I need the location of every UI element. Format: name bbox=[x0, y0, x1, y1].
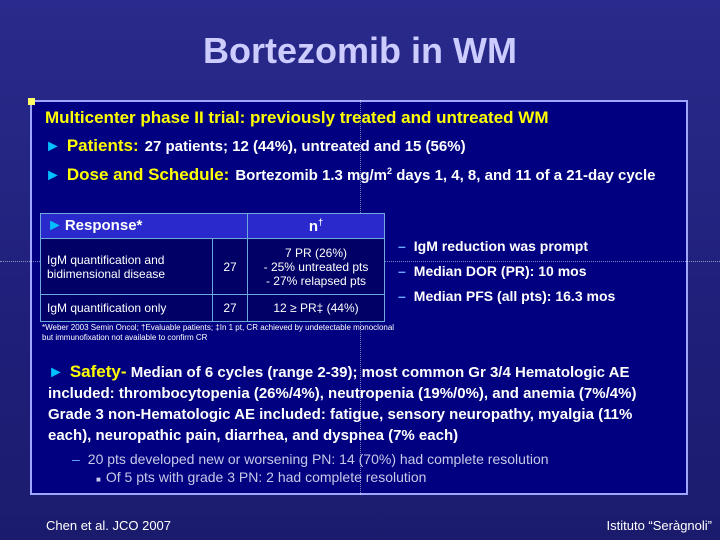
list-item bbox=[398, 234, 615, 259]
dose-label: Dose and Schedule: bbox=[66, 165, 230, 184]
row-result bbox=[248, 239, 385, 295]
response-table bbox=[40, 213, 385, 322]
response-header-label: Response* bbox=[64, 217, 143, 234]
dash-bullet-icon: – bbox=[398, 263, 406, 279]
pn-line bbox=[72, 451, 549, 467]
dose-line bbox=[45, 165, 656, 185]
citation-left: Chen et al. JCO 2007 bbox=[46, 518, 172, 533]
result-main: 7 PR (26%) bbox=[284, 245, 348, 260]
dash-bullet-icon: – bbox=[398, 288, 406, 304]
row-result: 12 ≥ PR‡ (44%) bbox=[248, 295, 385, 322]
dose-text: Bortezomib 1.3 mg/m bbox=[235, 167, 388, 184]
findings-list bbox=[398, 234, 615, 309]
table-header-response bbox=[41, 214, 248, 239]
patients-line bbox=[45, 136, 466, 156]
pn-sub-text: Of 5 pts with grade 3 PN: 2 had complete resolution bbox=[105, 469, 427, 485]
list-item bbox=[398, 284, 615, 309]
finding-text: Median PFS (all pts): 16.3 mos bbox=[413, 288, 616, 304]
finding-text: Median DOR (PR): 10 mos bbox=[413, 263, 587, 279]
result-sub: - 25% untreated pts bbox=[263, 259, 369, 274]
dash-bullet-icon: – bbox=[398, 238, 406, 254]
square-bullet-icon bbox=[28, 98, 35, 105]
table-row bbox=[41, 239, 385, 295]
safety-text: Median of 6 cycles (range 2-39); most common Gr 3/4 Hematologic AE included: thrombocytopenia (26%/4%), neutropenia (19%/0%), and anemia (7%/4%) Grade 3 non-Hematologic AE included: fatigue, sensory neuropathy, myalgia (11% each), neuropathic pain, diarrhea, and dyspnea (7% each) bbox=[48, 364, 637, 444]
table-row bbox=[41, 295, 385, 322]
patients-text: 27 patients; 12 (44%), untreated and 15 (56%) bbox=[144, 138, 466, 155]
box-heading: Multicenter phase II trial: previously treated and untreated WM bbox=[45, 108, 549, 127]
row-label: IgM quantification only bbox=[41, 295, 213, 322]
row-n: 27 bbox=[213, 239, 248, 295]
slide-title: Bortezomib in WM bbox=[203, 30, 517, 71]
arrow-bullet-icon: ► bbox=[45, 167, 61, 184]
arrow-bullet-icon: ► bbox=[45, 138, 61, 155]
pn-subline bbox=[96, 469, 426, 485]
square-bullet-icon: ■ bbox=[96, 475, 101, 484]
table-header-row bbox=[41, 214, 385, 239]
safety-paragraph bbox=[48, 361, 678, 446]
row-label: IgM quantification and bidimensional disease bbox=[41, 239, 213, 295]
dose-sup: 2 bbox=[387, 166, 393, 176]
arrow-bullet-icon: ► bbox=[48, 364, 64, 381]
safety-label: Safety- bbox=[69, 362, 127, 381]
arrow-bullet-icon: ► bbox=[47, 217, 63, 234]
finding-text: IgM reduction was prompt bbox=[413, 238, 589, 254]
table-header-n bbox=[248, 214, 385, 239]
table-footnote: *Weber 2003 Semin Oncol; †Evaluable patients; ‡In 1 pt, CR achieved by undetectable monoclonal but immunofixation not available to confirm CR bbox=[42, 323, 395, 342]
citation-right: Istituto “Seràgnoli” bbox=[606, 518, 712, 533]
pn-text: 20 pts developed new or worsening PN: 14 (70%) had complete resolution bbox=[87, 451, 549, 467]
n-header-sup: † bbox=[318, 217, 324, 227]
row-n: 27 bbox=[213, 295, 248, 322]
n-header-label: n bbox=[308, 218, 319, 235]
patients-label: Patients: bbox=[66, 136, 139, 155]
dose-text-end: days 1, 4, 8, and 11 of a 21-day cycle bbox=[392, 167, 656, 184]
list-item bbox=[398, 259, 615, 284]
result-sub: - 27% relapsed pts bbox=[265, 273, 367, 288]
dash-bullet-icon: – bbox=[72, 451, 80, 467]
